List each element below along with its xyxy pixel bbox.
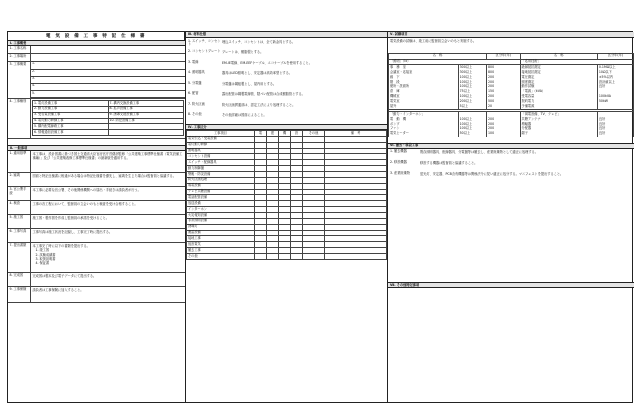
test-cell: 会議室・応接室	[389, 70, 459, 75]
test-cell: 電圧測定	[520, 75, 597, 80]
section-material-header: Ⅲ. 材料仕様	[186, 32, 387, 38]
division-column-header: 機	[279, 131, 291, 137]
test-cell: 電 動 機	[389, 117, 459, 122]
general-item-text: 完成図は製本及び電子データにて提出する。	[32, 274, 97, 279]
test-cell: 800	[487, 65, 521, 70]
division-item: 照明器具	[187, 148, 255, 154]
removal-item	[388, 172, 634, 183]
test-group-right: 「応用技術」	[520, 59, 633, 65]
general-item	[8, 287, 185, 303]
material-item-text: プレートは、樹脂製とする。	[222, 50, 264, 55]
test-cell: 100	[487, 132, 521, 137]
test-cell: 設計値以上	[597, 80, 633, 85]
test-cell: 良好	[597, 85, 633, 90]
division-item: 火災報知設備	[187, 213, 255, 219]
test-cell: 50以上	[458, 132, 486, 137]
test-cell: 200以上	[458, 99, 486, 104]
test-cell: 0.1MΩ以上	[597, 65, 633, 70]
division-item: 電話配管設備	[187, 195, 255, 201]
column-center	[186, 32, 388, 402]
test-cell: 200	[487, 117, 521, 122]
general-item-body	[31, 187, 185, 200]
removal-item-label: 3. 産業廃棄物	[390, 171, 410, 176]
material-item-text: 防火区画貫通部は、認定工法により処理すること。	[222, 102, 296, 107]
section-general-header: Ⅱ. 一般事項	[8, 145, 185, 151]
material-item-text: 露出配管は鋼製電線管、隠ぺい配管は合成樹脂管とする。	[222, 92, 305, 97]
outline-field-row	[8, 46, 185, 54]
general-item	[8, 243, 185, 273]
division-item: コンセント設備	[187, 154, 255, 160]
material-item	[186, 60, 387, 71]
test-cell: 予備電源	[520, 104, 597, 109]
division-column-header: その他	[303, 131, 325, 137]
general-item-label: 2. 疑義	[8, 173, 31, 186]
test-cell: 「電源」（kVA）	[520, 90, 597, 95]
test-group-left: 「照明」（lx）	[389, 59, 521, 65]
spec-sheet	[7, 31, 633, 403]
test-cell: 便所・洗面所	[389, 85, 459, 90]
submit-list-item: 4. 保証書	[35, 260, 50, 265]
section-other-header: Ⅶ. その他特記事項	[388, 282, 634, 288]
scope-row	[8, 99, 185, 139]
test-cell: 端子	[520, 132, 597, 137]
general-item-label: 8. 完成図	[8, 273, 31, 286]
test-cell: 200	[487, 122, 521, 127]
general-item	[8, 173, 185, 187]
test-cell: 100以上	[458, 95, 486, 100]
test-cell: 接地抵抗測定	[520, 70, 597, 75]
test-cell: ポンプ	[389, 122, 459, 127]
test-cell: 200	[487, 85, 521, 90]
test-cell: ±5%以内	[597, 75, 633, 80]
test-cell: 100以上	[458, 85, 486, 90]
outline-table	[31, 62, 185, 98]
test-cell: 200	[487, 95, 521, 100]
general-item-body	[31, 273, 185, 286]
removal-item	[388, 150, 634, 161]
material-item-label: 3. 電線	[188, 59, 199, 64]
field-value	[31, 46, 185, 53]
test-cell: 100以上	[458, 127, 486, 132]
section-outline-header: Ⅰ. 工事概要	[8, 40, 185, 46]
scope-label: 4. 工事種別	[8, 99, 31, 138]
material-item	[186, 113, 387, 124]
scope-item: 2. 動力設備工事	[33, 106, 109, 112]
general-item-body	[31, 173, 185, 186]
division-cell	[279, 254, 291, 260]
test-cell: 良好	[597, 122, 633, 127]
field-value	[31, 54, 185, 61]
general-item-body	[31, 215, 185, 228]
scope-item: 7. 構内交換設備工事	[108, 101, 184, 107]
division-item: 動力制御盤	[187, 166, 255, 172]
test-cell: 良好	[597, 117, 633, 122]
general-item	[8, 215, 185, 229]
test-cell: 動作試験	[520, 85, 597, 90]
field-label: 2. 工事場所	[8, 54, 31, 61]
document-title: 電 気 設 備 工 事 特 記 仕 様 書	[7, 31, 185, 41]
test-cell: 300以上	[458, 65, 486, 70]
general-item	[8, 151, 185, 173]
test-cell: 50kW	[597, 99, 633, 104]
section-removal-header: Ⅵ. 撤去・移設工事	[388, 143, 634, 149]
test-cell: 「動力・インターホン」	[389, 112, 459, 117]
division-item: 弱電設備	[187, 183, 255, 189]
material-item-text: 器具はLED照明とし、安定器は高効率型とする。	[222, 71, 292, 76]
material-item-text: 分電盤は鋼板製とし、屋内用とする。	[222, 81, 277, 86]
division-item: その他	[187, 254, 255, 260]
division-column-header: 備 考	[325, 131, 387, 137]
test-cell: 照度測定	[520, 80, 597, 85]
test-column-header: 区分年(年)	[597, 53, 633, 59]
division-row	[187, 254, 387, 260]
general-item-label: 6. 工事写真	[8, 229, 31, 242]
removal-item-label: 1. 撤去機器	[390, 149, 407, 154]
general-item-body	[31, 243, 185, 272]
outline-item-text: 1.	[31, 62, 185, 69]
column-right	[388, 32, 634, 402]
division-item: テレビ共聴設備	[187, 189, 255, 195]
division-item: 電灯動力幹線	[187, 142, 255, 148]
division-cell	[267, 254, 279, 260]
test-cell: 500	[487, 99, 521, 104]
outline-row	[8, 62, 185, 99]
test-cell: 分配器	[520, 127, 597, 132]
division-cell	[255, 254, 267, 260]
general-item	[8, 187, 185, 201]
material-item-label: 1. スイッチ、コンセント	[188, 38, 221, 47]
general-item-text: 請負者は工事保険に加入すること。	[32, 288, 84, 293]
division-column-header: 設	[291, 131, 303, 137]
test-cell: 800	[487, 70, 521, 75]
test-note: 電気設備の試験は、竣工前に監督員立会いのもと実施する。	[390, 38, 477, 43]
scope-table	[32, 100, 184, 136]
test-cell: 契約電力	[520, 99, 597, 104]
division-item: 仮設電気	[187, 242, 255, 248]
division-item: 電気引込・受電設備	[187, 136, 255, 142]
test-column-header: 名 称	[389, 53, 487, 59]
test-cell: 75以上	[458, 90, 486, 95]
general-item-label: 4. 検査	[8, 201, 31, 214]
outline-item-text: 3.	[31, 76, 185, 83]
division-item: 警報・防災設備	[187, 172, 255, 178]
division-item: 避雷設備	[187, 230, 255, 236]
section-test-header: Ⅴ. 試験項目	[388, 32, 634, 38]
test-cell: 300以上	[458, 70, 486, 75]
division-item: 非常照明設備	[187, 218, 255, 224]
test-cell: 増幅器	[520, 122, 597, 127]
test-cell: 絶縁抵抗測定	[520, 65, 597, 70]
removal-item	[388, 161, 634, 172]
material-item	[186, 81, 387, 92]
other-notes-area	[388, 288, 634, 398]
test-cell: 10Ω以下	[597, 70, 633, 75]
general-item-text: 施工図・製作図を作成し監督員の承諾を受けること。	[32, 216, 109, 221]
material-item-label: 8. その他	[188, 112, 202, 117]
general-item-text: 本工事完了時に以下の書類を提出する。	[32, 244, 90, 249]
division-item: 放送設備	[187, 201, 255, 207]
test-cell: 共聴アンテナ	[520, 117, 597, 122]
general-item-label: 9. 工事保険	[8, 287, 31, 302]
field-label: 1. 工事名称	[8, 46, 31, 53]
general-item-text: 工事の各工程において、監督員の立会いのもと検査を受け合格すること。	[32, 202, 138, 207]
test-cell: 電気室	[389, 99, 459, 104]
submit-list-item: 3. 取扱説明書	[35, 256, 56, 261]
general-item	[8, 273, 185, 287]
removal-item-text: 蛍光灯、安定器、PCB含有機器等は関係法令に従い適正に処分する。マニフェストを提出すること。	[420, 172, 564, 177]
material-item-label: 7. 防火区画	[188, 101, 205, 106]
scope-item: 4. 電灯動力幹線工事	[33, 118, 109, 124]
column-left	[8, 32, 186, 402]
general-item-label: 7. 提出書類	[8, 243, 31, 272]
test-cell: 200	[487, 75, 521, 80]
removal-item-text: 移設する機器は監督員と協議すること。	[420, 161, 478, 166]
test-cell: 事 務 室	[389, 65, 459, 70]
division-column-header: 建	[267, 131, 279, 137]
outline-item	[31, 76, 185, 83]
test-cell: 20	[487, 104, 521, 109]
scope-item: 5. 構内配電線路工事	[33, 124, 109, 130]
test-table	[388, 53, 634, 137]
general-item-text: 図面と特記仕様書に相違がある場合は特記仕様書を優先し、疑義を生じた場合は監督員と協議する。	[32, 174, 176, 179]
test-column-header: 区分年(年)	[487, 53, 521, 59]
section-division-header: Ⅳ. 工事区分	[186, 124, 387, 130]
test-cell: 5以上	[458, 104, 486, 109]
test-column-header: 名 称	[520, 53, 597, 59]
material-item-text: EM-IE電線、EM-EEFケーブル、エコケーブルを使用すること。	[222, 60, 312, 65]
material-item-text: 埋込スイッチ、コンセントは、全て新金具とする。	[222, 39, 295, 44]
test-cell: 150	[487, 90, 521, 95]
outline-item-text: 5.	[31, 91, 185, 98]
general-item-label: 1. 適用基準	[8, 151, 31, 172]
scope-item: 8. 拡声設備工事	[108, 106, 184, 112]
test-cell: 「弱電設備、TV、テレビ」	[520, 112, 597, 117]
scope-item	[108, 130, 184, 136]
test-cell: 電気ヒーター	[389, 132, 459, 137]
material-item	[186, 102, 387, 113]
general-item-text: 本工事は、設計図書に基づき国土交通省大臣官房官庁営繕部監修「公共建築工事標準仕様書（電気設備工事編）」及び「公共建築改修工事標準仕様書」の最新版を適用する。	[32, 152, 183, 161]
test-cell: 廊 下	[389, 75, 459, 80]
division-column-header: 工事項目	[187, 131, 255, 137]
scope-item: 3. 受変電設備工事	[33, 112, 109, 118]
general-item-body	[31, 287, 185, 302]
material-item-label: 5. 分電盤	[188, 80, 202, 85]
general-item-label: 5. 施工図	[8, 215, 31, 228]
scope-item: 9. 誘導支援設備工事	[108, 112, 184, 118]
material-item	[186, 50, 387, 61]
outline-item-text: 4.	[31, 84, 185, 91]
outline-item	[31, 62, 185, 69]
outline-item	[31, 91, 185, 98]
division-item: 接地工事	[187, 236, 255, 242]
test-cell: 100以上	[458, 117, 486, 122]
submit-list-item: 1. 竣工図	[35, 248, 50, 253]
division-cell	[325, 254, 387, 260]
general-item-text: 本工事に必要な官公署、その他関係機関への届出・手続きは請負者が行う。	[32, 188, 141, 193]
test-cell: 100以上	[458, 122, 486, 127]
scope-item: 1. 電灯設備工事	[33, 101, 109, 107]
division-cell	[303, 254, 325, 260]
division-item: スイッチ・配線器具	[187, 160, 255, 166]
division-item: 防火区画処理	[187, 177, 255, 183]
division-item: 撤去工事	[187, 248, 255, 254]
test-cell: 100kVA	[597, 95, 633, 100]
test-cell: 受電容量	[520, 95, 597, 100]
removal-item-label: 2. 移設機器	[390, 160, 407, 165]
scope-item: 6. 情報通信設備工事	[33, 130, 109, 136]
division-item: 誘導灯	[187, 224, 255, 230]
material-item-text: その他詳細は図面によること。	[222, 113, 267, 118]
test-cell: 階 段	[389, 80, 459, 85]
division-cell	[291, 254, 303, 260]
material-item	[186, 39, 387, 50]
test-cell: 良好	[597, 127, 633, 132]
outline-item-text: 2.	[31, 69, 185, 76]
test-cell: 屋外	[389, 104, 459, 109]
test-cell: 200	[487, 80, 521, 85]
test-cell: 100以上	[458, 80, 486, 85]
outline-item	[31, 69, 185, 76]
test-cell: ファン	[389, 127, 459, 132]
general-item-text: 工事写真は施工状況を記録し、工事完了時に提出する。	[32, 230, 113, 235]
material-item-label: 6. 配管	[188, 91, 199, 96]
test-cell: 機械室	[389, 95, 459, 100]
test-cell: 良好	[597, 132, 633, 137]
material-item-label: 2. コンセントプレート	[188, 49, 221, 54]
scope-item-row	[33, 130, 184, 136]
scope-item: 10. 防犯設備工事	[108, 118, 184, 124]
test-cell: 倉 庫	[389, 90, 459, 95]
division-column-header: 電	[255, 131, 267, 137]
material-item-label: 4. 照明器具	[188, 70, 205, 75]
general-item	[8, 229, 185, 243]
division-table	[186, 130, 387, 260]
general-item-body	[31, 229, 185, 242]
test-cell: 100以上	[458, 75, 486, 80]
division-item: インターホン	[187, 207, 255, 213]
outline-item	[31, 84, 185, 91]
general-item	[8, 201, 185, 215]
test-cell: 200	[487, 127, 521, 132]
general-item-label: 3. 官公署手続	[8, 187, 31, 200]
general-item-body	[31, 201, 185, 214]
submit-list-item: 2. 試験成績書	[35, 252, 56, 257]
removal-item-text: 既存照明器具、配線器具、分電盤等は撤去し、産業廃棄物として適正に処理する。	[420, 150, 538, 155]
outline-label: 3. 工事概要	[8, 62, 31, 98]
general-item-body	[31, 151, 185, 172]
material-item	[186, 71, 387, 82]
material-item	[186, 92, 387, 103]
